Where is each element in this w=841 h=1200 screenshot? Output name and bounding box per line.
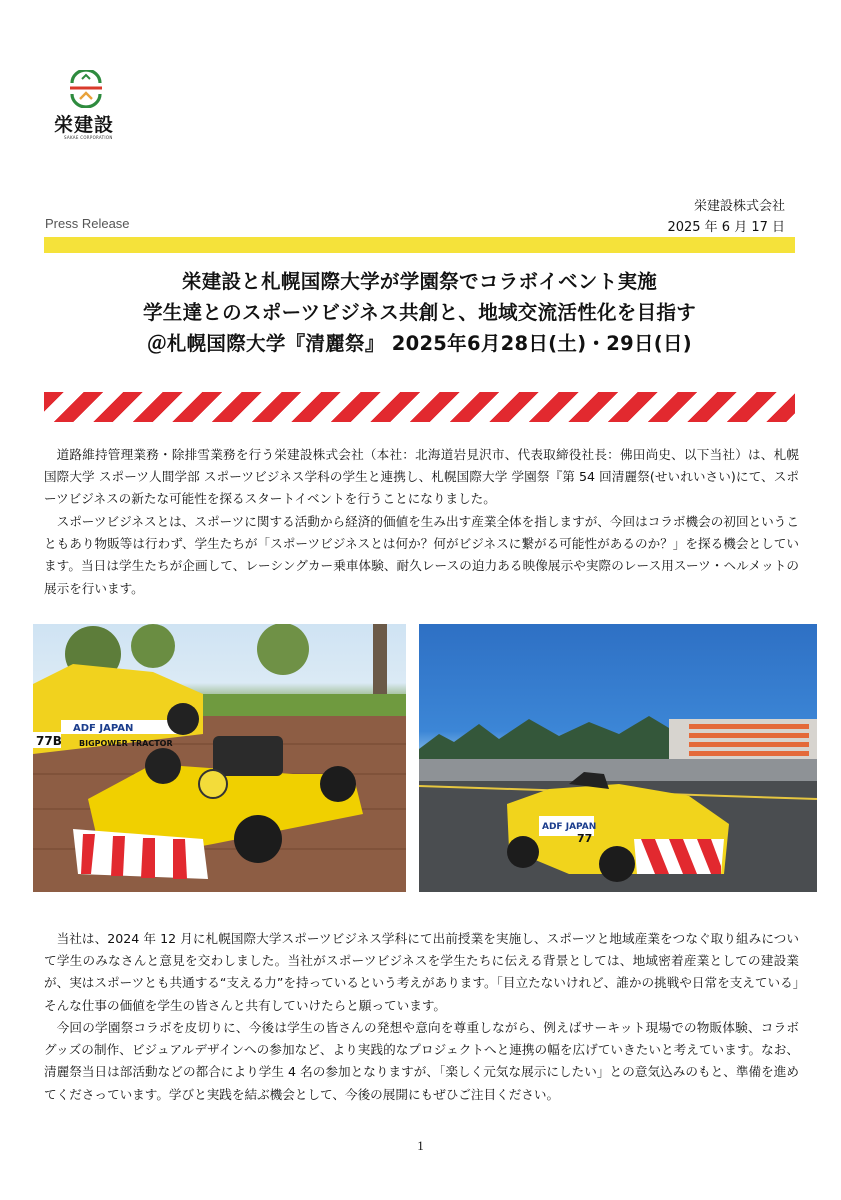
body-paragraph: スポーツビジネスとは、スポーツに関する活動から経済的価値を生み出す産業全体を指しますが、今回はコラボ機会の初回ということもあり物販等は行わず、学生たちが「スポーツビジネスとは何か？何がビジネスに繋がる可能性があるのか？」を探る機会としています。当日は学生たちが企画して、レーシングカー乗車体験、耐久レースの迫力ある映像展示や実際のレース用スーツ・ヘルメットの展示を行います。: [44, 514, 799, 596]
page-number: 1: [417, 1138, 424, 1153]
car-label: ADF JAPAN: [542, 822, 597, 832]
headline-line: 栄建設と札幌国際大学が学園祭でコラボイベント実施: [181, 270, 658, 293]
company-logo: [50, 70, 120, 150]
logo-wordmark: 栄建設: [54, 114, 115, 136]
race-car-circuit-photo: [419, 624, 817, 892]
yellow-divider: [44, 237, 795, 253]
body-paragraph: 道路維持管理業務・除排雪業務を行う栄建設株式会社（本社：北海道岩見沢市、代表取締役社長：佛田尚史、以下当社）は、札幌国際大学 スポーツ人間学部 スポーツビジネス学科の学生と連携し、札幌国際大学 学園祭『第 54 回清麗祭(せいれいさい)にて、スポーツビジネスの新たな可能性を探るスタートイベントを行うことになりました。: [44, 447, 799, 507]
company-name: 栄建設株式会社: [693, 199, 785, 214]
headline-line: 学生達とのスポーツビジネス共創と、地域交流活性化を目指す: [142, 301, 697, 324]
car-number: 77: [577, 832, 593, 845]
logo-subtext: SAKAE CORPORATION: [64, 135, 113, 140]
car-label: BIGPOWER TRACTOR: [79, 739, 173, 748]
body-paragraph: 当社は、2024 年 12 月に札幌国際大学スポーツビジネス学科にて出前授業を実施し、スポーツと地域産業をつなぐ取り組みについて学生のみなさんと意見を交わしました。当社がスポーツビジネスを学生たちに伝える背景としては、地域密着産業としての建設業が、実はスポーツとも共通する“支える力”を持っているという考えがあります。「目立たないけれど、誰かの挑戦や日常を支えている」そんな仕事の価値を学生の皆さんと共有していけたらと願っています。: [44, 931, 799, 1013]
hazard-stripe-divider: [44, 392, 795, 422]
body-paragraph: 今回の学園祭コラボを皮切りに、今後は学生の皆さんの発想や意向を尊重しながら、例えばサーキット現場での物販体験、コラボグッズの制作、ビジュアルデザインへの参加など、より実践的なプロジェクトへと連携の幅を広げていきたいと考えています。なお、清麗祭当日は部活動などの都合により学生 4 名の参加となりますが、「楽しく元気な展示にしたい」との意気込みのもと、準備を進めてくださっています。学びと実践を結ぶ機会として、今後の展開にもぜひご注目ください。: [44, 1020, 799, 1102]
racing-kart-photo: [33, 624, 406, 892]
sakae-emblem-icon: [68, 70, 104, 108]
car-number: 77B: [36, 734, 62, 748]
car-label: ADF JAPAN: [73, 723, 134, 734]
press-release-label: Press Release: [45, 216, 130, 231]
release-date: 2025 年 6 月 17 日: [667, 220, 785, 235]
headline-line: ＠札幌国際大学『清麗祭』 2025年6月28日(土)・29日(日): [147, 332, 692, 355]
headline-block: [44, 266, 795, 359]
